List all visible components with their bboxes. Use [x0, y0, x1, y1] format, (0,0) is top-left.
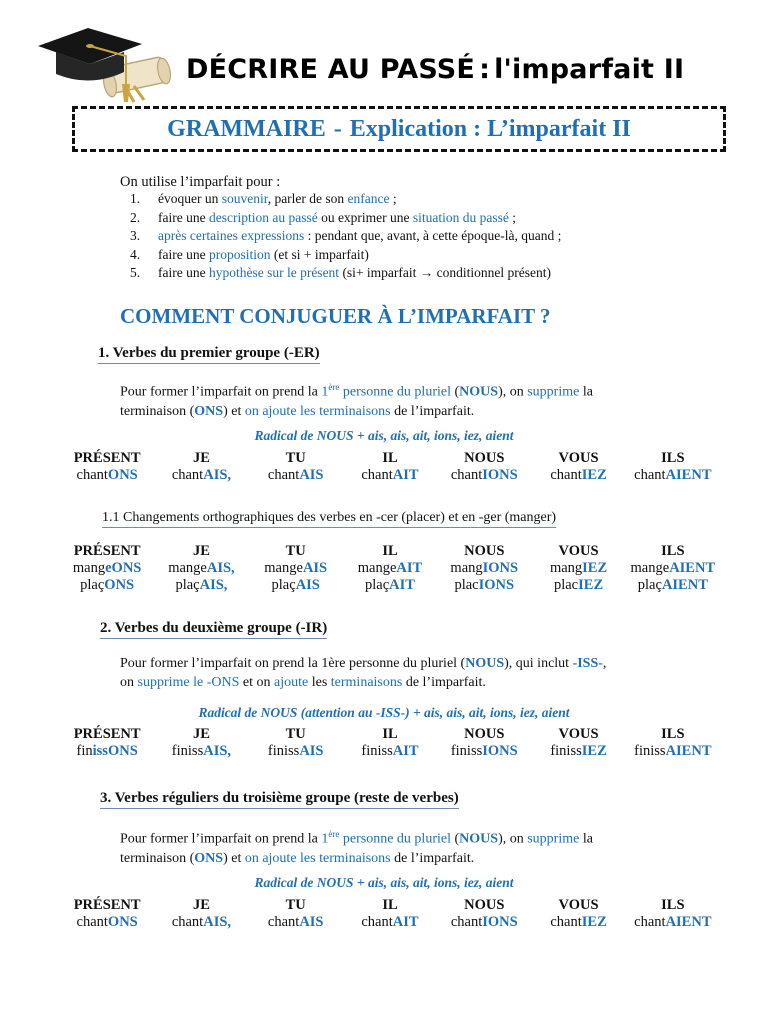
highlight-segment: ère [328, 829, 340, 839]
verb-stem: finiss [171, 743, 204, 759]
table-header-cell: JE [192, 726, 210, 742]
table-header-cell: PRÉSENT [73, 726, 141, 742]
text-segment: de l’imparfait. [402, 675, 486, 690]
verb-ending: ONS [107, 467, 138, 483]
table-cell [343, 560, 437, 577]
table-cell [60, 743, 154, 760]
highlight-segment: description au passé [208, 209, 318, 225]
list-number: 5. [130, 265, 141, 280]
highlight-segment: supprime [527, 831, 580, 847]
table-cell [531, 560, 625, 577]
table-header-cell: ILS [661, 450, 685, 466]
text-segment: (et si + imparfait) [270, 246, 369, 262]
table-cell [437, 577, 531, 594]
text-segment: ou exprimer une [317, 209, 413, 225]
verb-ending: IEZ [581, 467, 607, 483]
table-header-cell: VOUS [558, 543, 599, 559]
verb-ending: ONS [107, 914, 138, 930]
verb-stem: finiss [550, 743, 582, 759]
text-segment: , [602, 656, 607, 671]
verb-stem: chant [171, 467, 204, 483]
section-2-radical-rule: Radical de NOUS (attention au -ISS-) + ais, ais, ait, ions, iez, aient [198, 705, 570, 720]
table-header-cell: TU [285, 450, 306, 466]
verb-ending: AIS [299, 467, 324, 483]
text-segment: (si+ imparfait [339, 265, 420, 280]
conjugation-table-1 [60, 450, 720, 484]
table-cell [626, 577, 720, 594]
table-header-row [60, 543, 720, 560]
verb-stem: plaç [271, 577, 296, 593]
text-segment: la [579, 384, 593, 400]
section-2-title: 2. Verbes du deuxième groupe (-IR) [100, 620, 327, 639]
table-cell [60, 467, 154, 484]
table-cell [626, 743, 720, 760]
table-header-cell: TU [285, 543, 306, 559]
verb-ending: IEZ [578, 577, 604, 593]
text-segment: ; [508, 209, 517, 225]
table-header-cell: ILS [661, 726, 685, 742]
table-header-row [60, 450, 720, 467]
highlight-segment: supprime le -ONS [137, 675, 240, 690]
verb-stem: chant [76, 467, 108, 483]
verb-ending: AIENT [669, 560, 716, 576]
table-header-cell: IL [382, 726, 398, 742]
highlight-segment: NOUS [459, 384, 499, 400]
table-cell [60, 577, 154, 594]
table-cell [154, 577, 248, 594]
text-segment: , parler de son [267, 191, 348, 206]
table-header-cell: PRÉSENT [73, 897, 141, 913]
highlight-segment: ère [328, 382, 340, 392]
table-header-cell: NOUS [464, 450, 505, 466]
verb-stem: chant [634, 467, 666, 483]
table-cell [626, 914, 720, 931]
verb-stem: plac [553, 577, 579, 593]
highlight-segment: souvenir [221, 191, 268, 206]
verb-ending: IONS [478, 577, 515, 593]
verb-ending: eONS [105, 560, 142, 576]
list-number: 3. [130, 228, 141, 243]
highlight-segment: supprime [527, 384, 580, 400]
text-segment: ( [450, 384, 460, 400]
table-cell [437, 560, 531, 577]
verb-stem: mange [264, 560, 303, 576]
verb-stem: plaç [637, 577, 662, 593]
page-title: DÉCRIRE AU PASSÉ : l'imparfait II [186, 54, 685, 85]
text-segment: ) et [223, 403, 245, 419]
highlight-segment: personne du pluriel [339, 831, 451, 847]
table-cell [343, 914, 437, 931]
usage-list-item [130, 264, 561, 283]
text-segment: ( [450, 831, 460, 847]
verb-stem: chant [361, 467, 393, 483]
verb-stem: chant [267, 467, 300, 483]
usage-list-item [130, 209, 561, 228]
highlight-segment: ONS [194, 850, 224, 866]
table-header-cell: TU [285, 726, 306, 742]
section-1-1-title: 1.1 Changements orthographiques des verbes en -cer (placer) et en -ger (manger) [102, 510, 556, 528]
text-segment: Pour former l’imparfait on prend la [120, 831, 322, 847]
graduation-cap-icon [30, 22, 180, 112]
verb-ending: AIS, [203, 743, 232, 759]
verb-ending: IONS [482, 560, 519, 576]
highlight-segment: NOUS [465, 656, 505, 671]
highlight-segment: 1 [321, 384, 329, 400]
table-cell [249, 577, 343, 594]
table-row [60, 577, 720, 594]
verb-ending: ONS [104, 577, 135, 593]
table-header-cell: ILS [661, 543, 685, 559]
verb-ending: issONS [92, 743, 138, 759]
table-cell [626, 467, 720, 484]
verb-stem: chant [171, 914, 204, 930]
table-cell [249, 743, 343, 760]
verb-ending: AIS [302, 560, 328, 576]
conjugation-table-1-1 [60, 543, 720, 594]
table-row [60, 467, 720, 484]
highlight-segment: proposition [208, 246, 271, 262]
verb-stem: mang [72, 560, 106, 576]
table-header-cell: JE [192, 450, 210, 466]
highlight-segment: -ISS- [572, 656, 603, 671]
table-header-cell: IL [382, 897, 398, 913]
verb-ending: AIENT [665, 914, 712, 930]
text-segment: : pendant que, avant, à cette époque-là, quand ; [304, 228, 562, 243]
highlight-segment: ajoute [274, 675, 309, 690]
table-header-cell: NOUS [464, 726, 505, 742]
highlight-segment: situation du passé [412, 209, 509, 225]
section-1-paragraph [120, 378, 593, 421]
verb-stem: plaç [175, 577, 200, 593]
verb-ending: IEZ [582, 560, 608, 576]
text-segment: → [419, 265, 434, 280]
verb-ending: IEZ [581, 743, 607, 759]
text-segment: Pour former l’imparfait on prend la [120, 384, 322, 400]
verb-stem: chant [267, 914, 300, 930]
text-segment: on [120, 675, 138, 690]
table-cell [531, 577, 625, 594]
highlight-segment: on ajoute les terminaisons [244, 850, 391, 866]
text-segment: les [308, 675, 331, 690]
verb-ending: IONS [482, 743, 518, 759]
text-segment: ; [389, 191, 397, 206]
conjugation-table-3 [60, 897, 720, 931]
highlight-segment: personne du pluriel [339, 384, 451, 400]
section-1-title: 1. Verbes du premier groupe (-ER) [98, 345, 320, 364]
verb-stem: chant [76, 914, 108, 930]
table-header-cell: PRÉSENT [73, 543, 141, 559]
text-segment: terminaison ( [120, 850, 195, 866]
verb-ending: AIT [389, 577, 415, 593]
table-cell [531, 743, 625, 760]
conjugation-table-2 [60, 726, 720, 760]
text-segment: évoquer un [158, 191, 222, 206]
verb-stem: finiss [450, 743, 483, 759]
list-number: 1. [130, 191, 141, 206]
table-cell [343, 577, 437, 594]
table-cell [531, 914, 625, 931]
text-segment: terminaison ( [120, 403, 195, 419]
verb-ending: IEZ [581, 914, 607, 930]
verb-stem: mange [168, 560, 207, 576]
paragraph-line [120, 402, 593, 421]
verb-ending: AIENT [661, 577, 708, 593]
text-segment: ), qui inclut [504, 656, 573, 671]
paragraph-line [120, 378, 593, 402]
highlight-segment: ONS [194, 403, 224, 419]
table-cell [154, 914, 248, 931]
table-cell [437, 743, 531, 760]
table-cell [60, 560, 154, 577]
highlight-segment: hypothèse sur le présent [208, 265, 340, 280]
table-header-cell: TU [285, 897, 306, 913]
paragraph-line [120, 849, 593, 868]
section-1-radical-rule: Radical de NOUS + ais, ais, ait, ions, iez, aient [254, 428, 514, 443]
list-number: 4. [130, 246, 141, 262]
usage-list-item [130, 190, 561, 209]
verb-stem: plac [454, 577, 479, 593]
verb-stem: fin [76, 743, 93, 759]
verb-ending: AIS, [203, 914, 232, 930]
table-header-cell: IL [382, 543, 398, 559]
verb-stem: mange [357, 560, 397, 576]
grammar-banner: GRAMMAIRE - Explication : L’imparfait II [72, 106, 726, 152]
table-header-row [60, 726, 720, 743]
text-segment: faire une [158, 265, 209, 280]
text-segment: faire une [158, 209, 209, 225]
table-cell [249, 467, 343, 484]
verb-ending: AIS [299, 914, 324, 930]
verb-stem: chant [450, 914, 483, 930]
section-3-radical-rule: Radical de NOUS + ais, ais, ait, ions, iez, aient [254, 875, 514, 890]
table-cell [343, 467, 437, 484]
section-heading: COMMENT CONJUGUER À L’IMPARFAIT ? [120, 304, 551, 328]
verb-stem: mange [630, 560, 670, 576]
text-segment: de l’imparfait. [390, 403, 475, 419]
table-header-row [60, 897, 720, 914]
text-segment: ), on [498, 384, 528, 400]
table-cell [343, 743, 437, 760]
highlight-segment: enfance [347, 191, 390, 206]
table-row [60, 743, 720, 760]
highlight-segment: après certaines expressions [158, 228, 305, 243]
table-cell [249, 560, 343, 577]
table-cell [437, 914, 531, 931]
usage-list [130, 190, 561, 283]
highlight-segment: on ajoute les terminaisons [244, 403, 391, 419]
text-segment: conditionnel présent) [433, 265, 551, 280]
verb-stem: finiss [634, 743, 666, 759]
table-header-cell: VOUS [558, 726, 599, 742]
highlight-segment: terminaisons [330, 675, 403, 690]
table-cell [60, 914, 154, 931]
table-header-cell: NOUS [464, 543, 505, 559]
verb-ending: IONS [482, 914, 518, 930]
text-segment: ) et [223, 850, 245, 866]
verb-ending: AIENT [665, 743, 712, 759]
verb-stem: chant [634, 914, 666, 930]
verb-ending: AIS, [206, 560, 235, 576]
table-row [60, 560, 720, 577]
verb-ending: AIS, [203, 467, 232, 483]
table-header-cell: IL [382, 450, 398, 466]
table-cell [154, 467, 248, 484]
usage-list-item [130, 246, 561, 265]
intro-lead: On utilise l’imparfait pour : [120, 174, 281, 190]
verb-stem: chant [361, 914, 393, 930]
verb-ending: IONS [482, 467, 518, 483]
text-segment: de l’imparfait. [390, 850, 475, 866]
verb-stem: plaç [80, 577, 105, 593]
highlight-segment: 1 [321, 831, 329, 847]
section-3-paragraph [120, 825, 593, 868]
usage-list-item [130, 227, 561, 246]
table-cell [154, 743, 248, 760]
table-cell [531, 467, 625, 484]
verb-stem: plaç [365, 577, 390, 593]
verb-stem: chant [450, 467, 483, 483]
highlight-segment: NOUS [459, 831, 499, 847]
text-segment: faire une [158, 246, 209, 262]
verb-stem: finiss [361, 743, 393, 759]
verb-ending: AIT [392, 743, 419, 759]
verb-stem: finiss [267, 743, 300, 759]
paragraph-line [120, 654, 606, 673]
section-2-paragraph [120, 654, 606, 692]
table-cell [249, 914, 343, 931]
table-header-cell: JE [192, 897, 210, 913]
section-3-title: 3. Verbes réguliers du troisième groupe (reste de verbes) [100, 790, 459, 809]
text-segment: ), on [498, 831, 528, 847]
paragraph-line [120, 673, 606, 692]
verb-stem: chant [550, 467, 582, 483]
paragraph-line [120, 825, 593, 849]
text-segment: Pour former l’imparfait on prend la 1ère personne du pluriel ( [120, 656, 466, 671]
table-header-cell: PRÉSENT [73, 450, 141, 466]
verb-ending: AIS [295, 577, 320, 593]
table-row [60, 914, 720, 931]
table-header-cell: JE [192, 543, 210, 559]
text-segment: la [579, 831, 593, 847]
table-header-cell: ILS [661, 897, 685, 913]
verb-stem: mang [549, 560, 583, 576]
verb-ending: AIT [396, 560, 423, 576]
verb-ending: AIT [392, 467, 419, 483]
table-cell [437, 467, 531, 484]
list-number: 2. [130, 209, 141, 225]
verb-ending: AIENT [665, 467, 712, 483]
verb-ending: AIT [392, 914, 419, 930]
table-header-cell: NOUS [464, 897, 505, 913]
table-header-cell: VOUS [558, 450, 599, 466]
table-header-cell: VOUS [558, 897, 599, 913]
text-segment: et on [239, 675, 274, 690]
verb-stem: chant [550, 914, 582, 930]
table-cell [626, 560, 720, 577]
verb-ending: AIS, [199, 577, 228, 593]
table-cell [154, 560, 248, 577]
verb-ending: AIS [299, 743, 324, 759]
verb-stem: mang [450, 560, 483, 576]
